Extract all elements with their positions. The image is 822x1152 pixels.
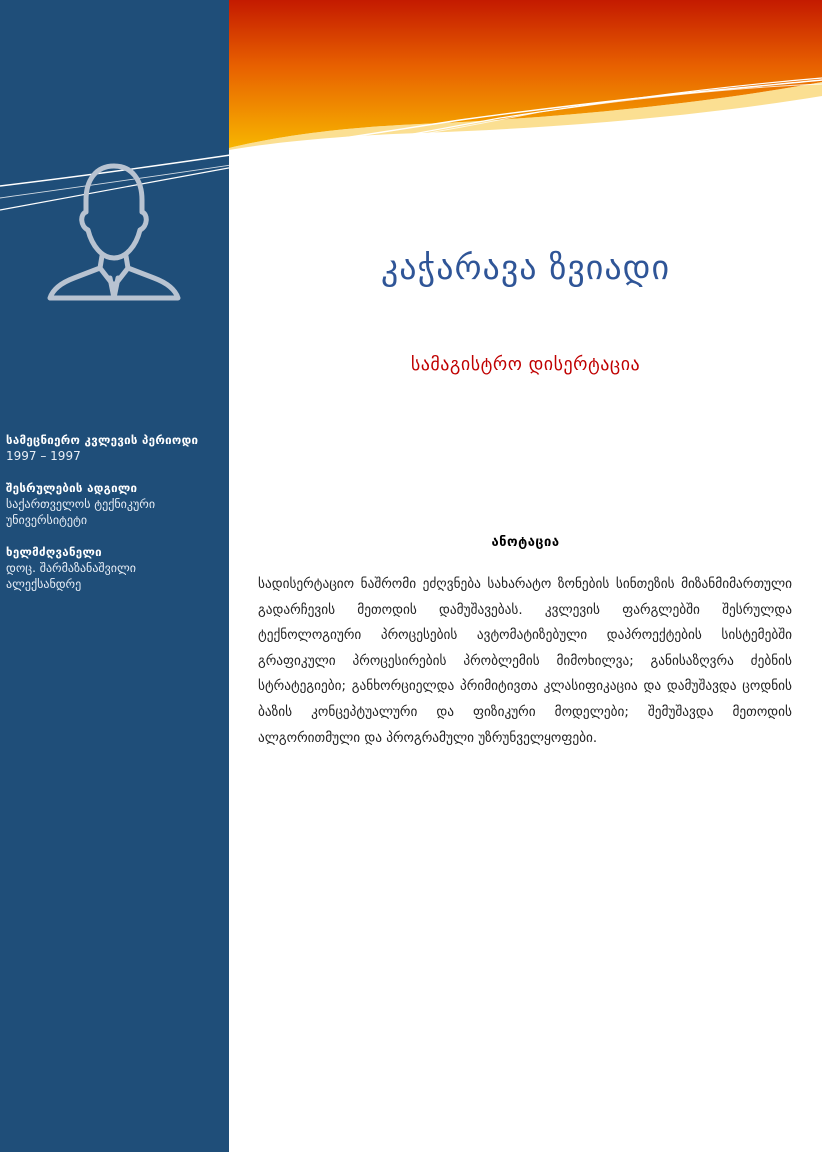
author-name: კაჭარავა ზვიადი — [380, 248, 671, 288]
venue-value: საქართველოს ტექნიკური უნივერსიტეტი — [6, 497, 156, 527]
supervisor-value: დოც. შარმაზანაშვილი ალექსანდრე — [6, 561, 136, 591]
abstract-title: ანოტაცია — [491, 535, 560, 550]
person-silhouette-icon — [44, 160, 184, 302]
document-type: სამაგისტრო დისერტაცია — [410, 354, 641, 375]
research-period-value: 1997 – 1997 — [6, 449, 81, 463]
research-period-label: სამეცნიერო კვლევის პერიოდი — [6, 433, 199, 447]
research-period — [6, 432, 226, 464]
supervisor-label: ხელმძღვანელი — [6, 545, 102, 559]
sidebar-meta — [6, 432, 226, 608]
venue-label: შესრულების ადგილი — [6, 481, 138, 495]
abstract-text: სადისერტაციო ნაშრომი ეძღვნება სახარატო ზონების სინთეზის მიზანმიმართული გადარჩევის მეთოდის დამუშავებას. კვლევის ფარგლებში შესრულდა ტექნოლოგიური პროცესების ავტომატიზებული დაპროექტების სისტემებში გრაფიკული პროცესირების პრობლემის მიმოხილვა; განისაზღვრა ძებნის სტრატეგიები; განხორციელდა პრიმიტივთა კლასიფიკაცია და დამუშავდა ცოდნის ბაზის კონცეპტუალური და ფიზიკური მოდელები; შემუშავდა მეთოდის ალგორითმული და პროგრამული უზრუნველყოფები. — [258, 577, 792, 746]
venue — [6, 480, 226, 528]
supervisor — [6, 544, 226, 592]
